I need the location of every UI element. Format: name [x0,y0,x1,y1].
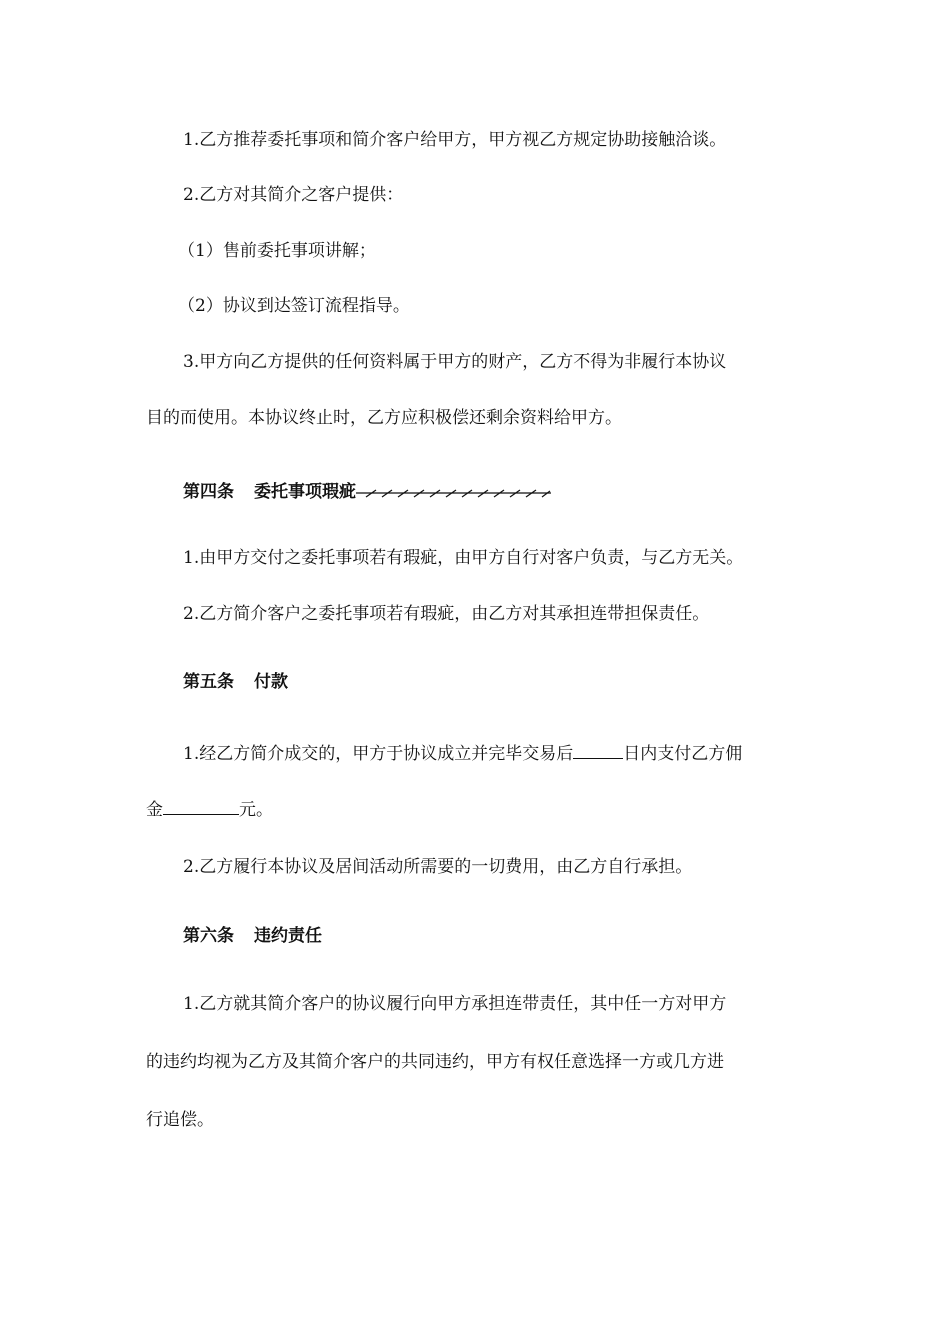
article-6-number: 第六条 [183,926,234,946]
commission-blank-field [163,798,239,815]
article-6-paragraph-1-line-1: 1.乙方就其简介客户的协议履行向甲方承担连带责任，其中任一方对甲方 [183,994,727,1014]
paragraph-2: 2.乙方对其简介之客户提供： [183,185,404,205]
article-5-number: 第五条 [183,672,234,692]
paragraph-2-item-2: （2）协议到达签订流程指导。 [178,296,410,316]
article-4-title: 委托事项瑕疵 [254,482,356,502]
article-5-p1-text-a: 1.经乙方简介成交的，甲方于协议成立并完毕交易后 [183,744,574,764]
article-6-title: 违约责任 [254,926,322,946]
article-6-heading [183,924,322,948]
article-5-p1-text-b: 日内支付乙方佣 [623,744,743,764]
arrow-marks-decoration [356,485,551,499]
article-6-paragraph-1-line-2: 的违约均视为乙方及其简介客户的共同违约，甲方有权任意选择一方或几方进 [146,1052,724,1072]
article-5-paragraph-1-line-2 [146,798,273,822]
paragraph-1: 1.乙方推荐委托事项和简介客户给甲方，甲方视乙方规定协助接触洽谈。 [183,130,727,150]
days-blank-field [573,742,623,759]
paragraph-3-line-2: 目的而使用。本协议终止时，乙方应积极偿还剩余资料给甲方。 [146,408,622,428]
article-6-paragraph-1-line-3: 行追偿。 [146,1110,214,1130]
article-5-p1-text-d: 元。 [239,800,273,820]
article-4-heading [183,480,551,504]
article-4-number: 第四条 [183,482,234,502]
article-5-paragraph-1-line-1 [183,742,742,766]
paragraph-3-line-1: 3.甲方向乙方提供的任何资料属于甲方的财产，乙方不得为非履行本协议 [183,352,727,372]
article-4-paragraph-1: 1.由甲方交付之委托事项若有瑕疵，由甲方自行对客户负责，与乙方无关。 [183,548,744,568]
article-5-title: 付款 [254,672,288,692]
article-4-paragraph-2: 2.乙方简介客户之委托事项若有瑕疵，由乙方对其承担连带担保责任。 [183,604,710,624]
article-5-p1-text-c: 金 [146,800,163,820]
article-5-paragraph-2: 2.乙方履行本协议及居间活动所需要的一切费用，由乙方自行承担。 [183,857,693,877]
article-5-heading [183,670,288,694]
paragraph-2-item-1: （1）售前委托事项讲解； [178,241,376,261]
